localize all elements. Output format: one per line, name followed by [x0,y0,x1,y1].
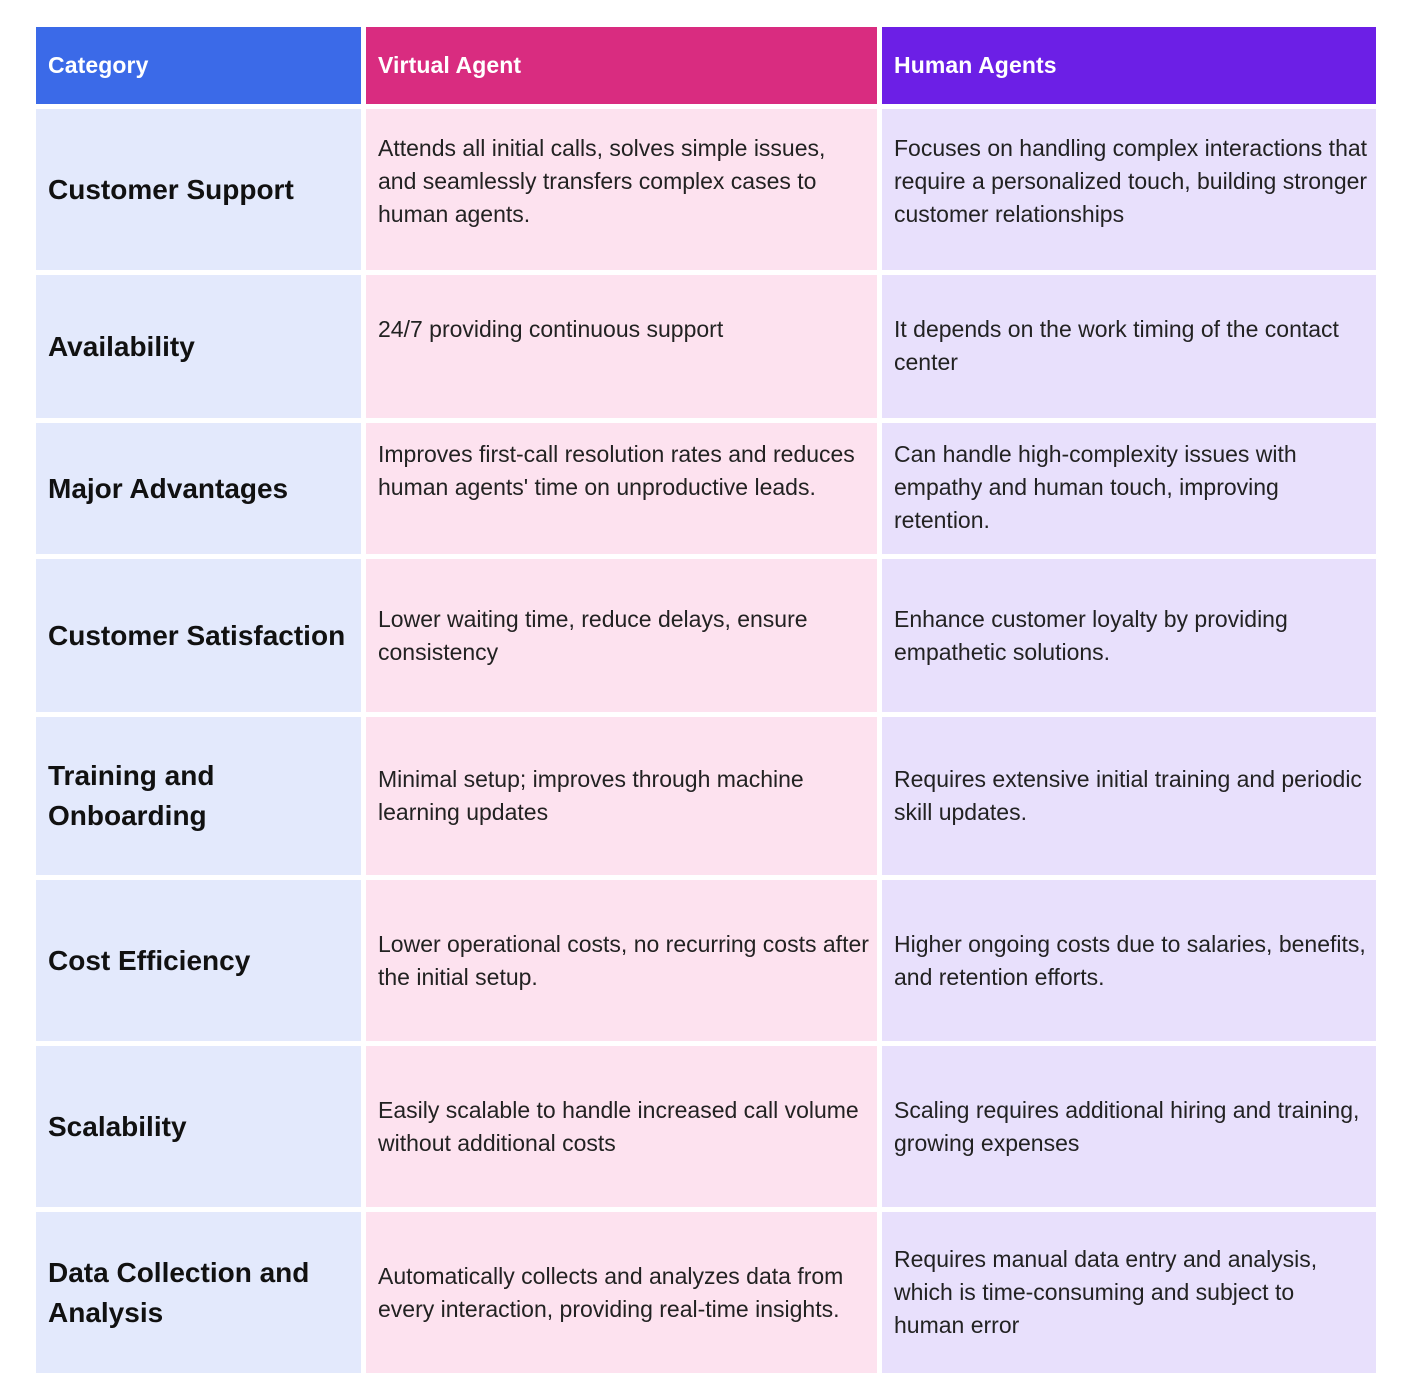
row-virtual-data-collection: Automatically collects and analyzes data from every interaction, providing real-time insights. [366,1212,877,1373]
row-category-customer-satisfaction: Customer Satisfaction [36,559,361,712]
row-category-data-collection: Data Collection and Analysis [36,1212,361,1373]
row-human-training-onboarding: Requires extensive initial training and periodic skill updates. [882,717,1376,875]
row-category-major-advantages: Major Advantages [36,423,361,554]
row-virtual-availability: 24/7 providing continuous support [366,275,877,418]
row-human-customer-satisfaction: Enhance customer loyalty by providing empathetic solutions. [882,559,1376,712]
row-human-data-collection: Requires manual data entry and analysis, which is time-consuming and subject to human error [882,1212,1376,1373]
row-human-availability: It depends on the work timing of the contact center [882,275,1376,418]
row-virtual-customer-satisfaction: Lower waiting time, reduce delays, ensure consistency [366,559,877,712]
header-virtual-agent: Virtual Agent [366,27,877,104]
row-virtual-customer-support: Attends all initial calls, solves simple issues, and seamlessly transfers complex cases to human agents. [366,109,877,270]
row-virtual-cost-efficiency: Lower operational costs, no recurring costs after the initial setup. [366,880,877,1041]
row-category-availability: Availability [36,275,361,418]
row-human-cost-efficiency: Higher ongoing costs due to salaries, benefits, and retention efforts. [882,880,1376,1041]
comparison-table [36,27,1376,1373]
header-human-agents: Human Agents [882,27,1376,104]
header-category: Category [36,27,361,104]
row-category-customer-support: Customer Support [36,109,361,270]
row-virtual-scalability: Easily scalable to handle increased call volume without additional costs [366,1046,877,1207]
row-virtual-major-advantages: Improves first-call resolution rates and reduces human agents' time on unproductive leads. [366,423,877,554]
row-category-training-onboarding: Training and Onboarding [36,717,361,875]
row-virtual-training-onboarding: Minimal setup; improves through machine learning updates [366,717,877,875]
row-category-cost-efficiency: Cost Efficiency [36,880,361,1041]
row-human-scalability: Scaling requires additional hiring and training, growing expenses [882,1046,1376,1207]
row-human-customer-support: Focuses on handling complex interactions that require a personalized touch, building stronger customer relationships [882,109,1376,270]
row-category-scalability: Scalability [36,1046,361,1207]
row-human-major-advantages: Can handle high-complexity issues with empathy and human touch, improving retention. [882,423,1376,554]
